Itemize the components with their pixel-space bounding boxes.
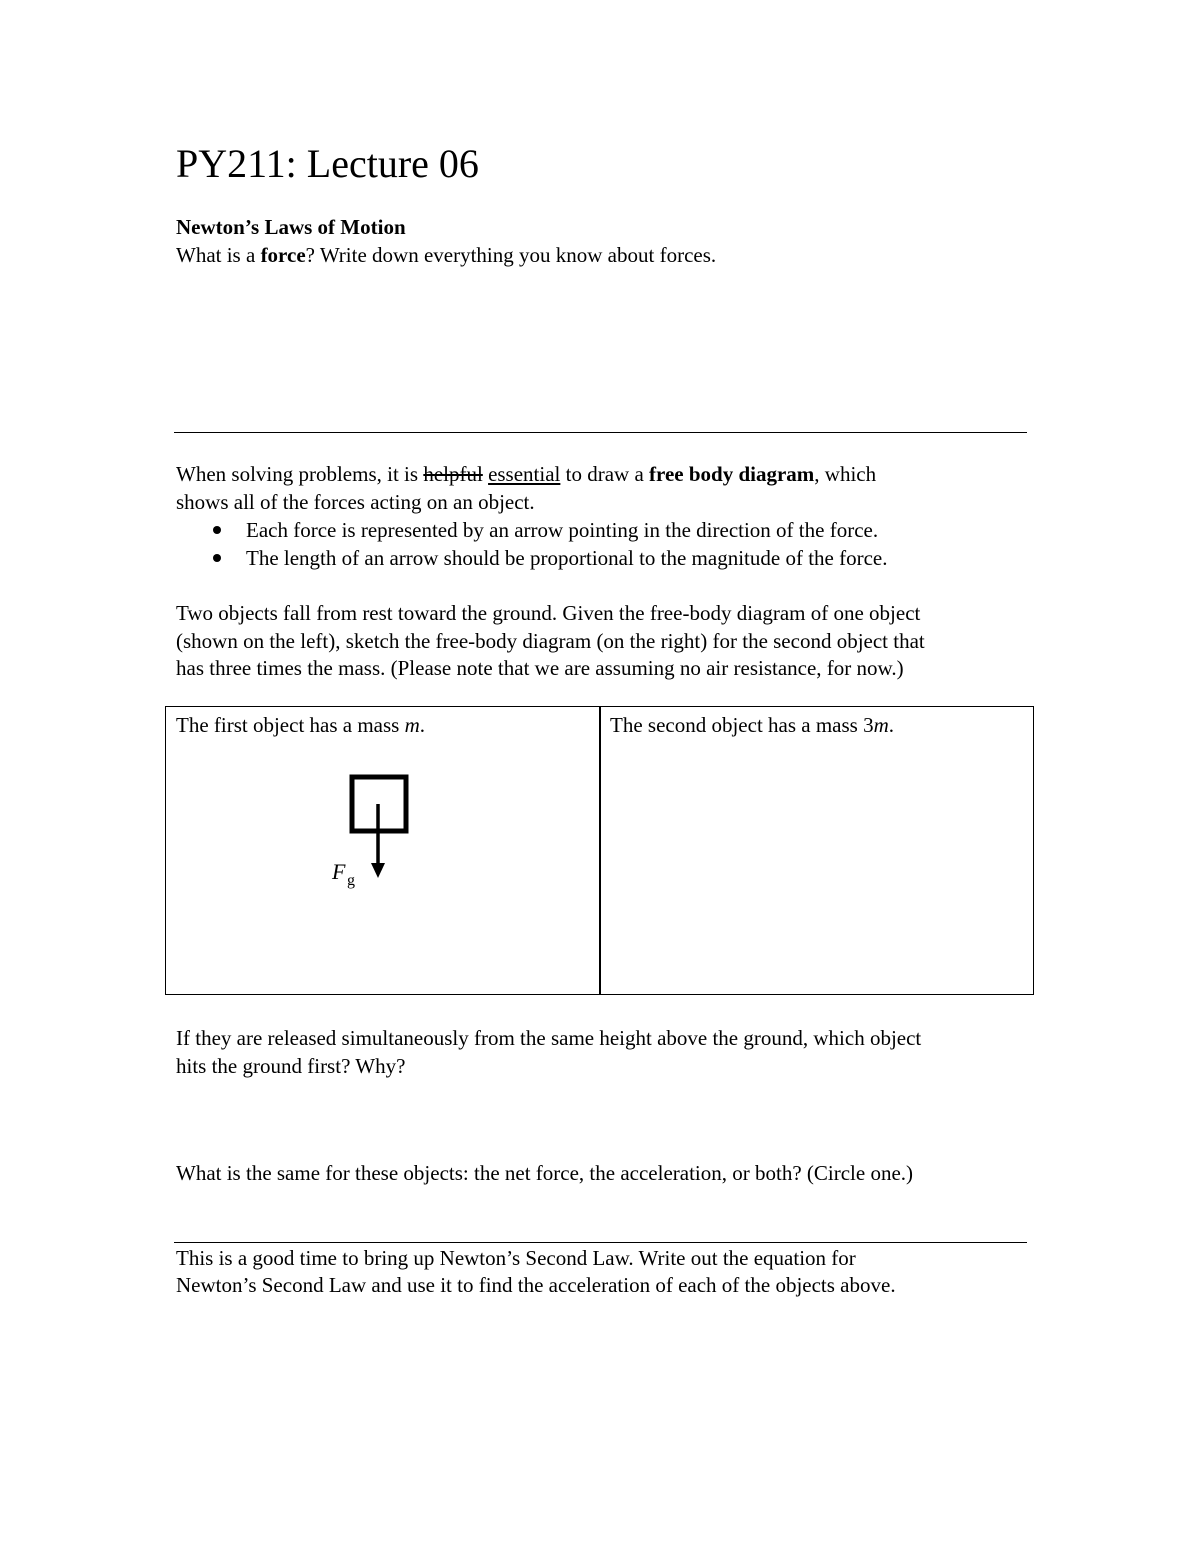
gravity-arrow-head	[371, 863, 385, 878]
right-caption-prefix: The second object has a mass 3	[610, 713, 874, 737]
release-question-line2: hits the ground first? Why?	[176, 1054, 406, 1078]
left-caption-variable: m	[404, 713, 420, 737]
objects-paragraph-line3: has three times the mass. (Please note that we are assuming no air resistance, for now.)	[176, 656, 904, 680]
objects-paragraph-line1: Two objects fall from rest toward the ground. Given the free-body diagram of one object	[176, 601, 921, 625]
section-divider-top	[174, 432, 1027, 433]
left-cell-caption	[176, 711, 425, 739]
list-item	[176, 516, 887, 544]
force-question-suffix: ? Write down everything you know about forces.	[305, 243, 717, 267]
comparison-table	[165, 706, 1034, 995]
fbd-paragraph-line1	[176, 460, 1036, 488]
right-cell-caption	[610, 711, 894, 739]
bullet-list	[176, 516, 887, 572]
fbd-bold-phrase: free body diagram	[649, 462, 815, 486]
page-title: PY211: Lecture 06	[176, 141, 479, 186]
right-caption-suffix: .	[888, 713, 895, 737]
bullet-icon	[213, 526, 221, 534]
left-caption-prefix: The first object has a mass	[176, 713, 405, 737]
fbd-text-part3: , which	[814, 462, 877, 486]
struck-word: helpful	[423, 462, 483, 486]
same-quantity-question: What is the same for these objects: the net force, the acceleration, or both? (Circle one.)	[176, 1161, 914, 1185]
list-item	[176, 544, 887, 572]
underlined-word: essential	[488, 462, 561, 486]
section-divider-bottom	[174, 1242, 1027, 1243]
fbd-text-part2: to draw a	[560, 462, 650, 486]
bullet-icon	[213, 554, 221, 562]
free-body-diagram	[320, 770, 420, 895]
objects-paragraph-line2: (shown on the left), sketch the free-body diagram (on the right) for the second object that	[176, 629, 925, 653]
second-law-line1: This is a good time to bring up Newton’s Second Law. Write out the equation for	[176, 1246, 856, 1270]
force-label: F	[332, 859, 346, 884]
release-question-line1: If they are released simultaneously from the same height above the ground, which object	[176, 1026, 922, 1050]
force-question-prefix: What is a	[176, 243, 261, 267]
left-caption-suffix: .	[419, 713, 426, 737]
bullet-text: Each force is represented by an arrow pointing in the direction of the force.	[246, 518, 879, 542]
fbd-paragraph-line2: shows all of the forces acting on an object.	[176, 490, 535, 514]
force-question-bold: force	[260, 243, 306, 267]
bullet-text: The length of an arrow should be proportional to the magnitude of the force.	[246, 546, 888, 570]
section-heading: Newton’s Laws of Motion	[176, 215, 406, 239]
second-law-line2: Newton’s Second Law and use it to find the acceleration of each of the objects above.	[176, 1273, 896, 1297]
fbd-text-part1: When solving problems, it is	[176, 462, 424, 486]
force-label-subscript: g	[347, 872, 355, 889]
force-question	[176, 241, 1036, 269]
table-divider	[599, 707, 601, 994]
right-caption-variable: m	[873, 713, 889, 737]
